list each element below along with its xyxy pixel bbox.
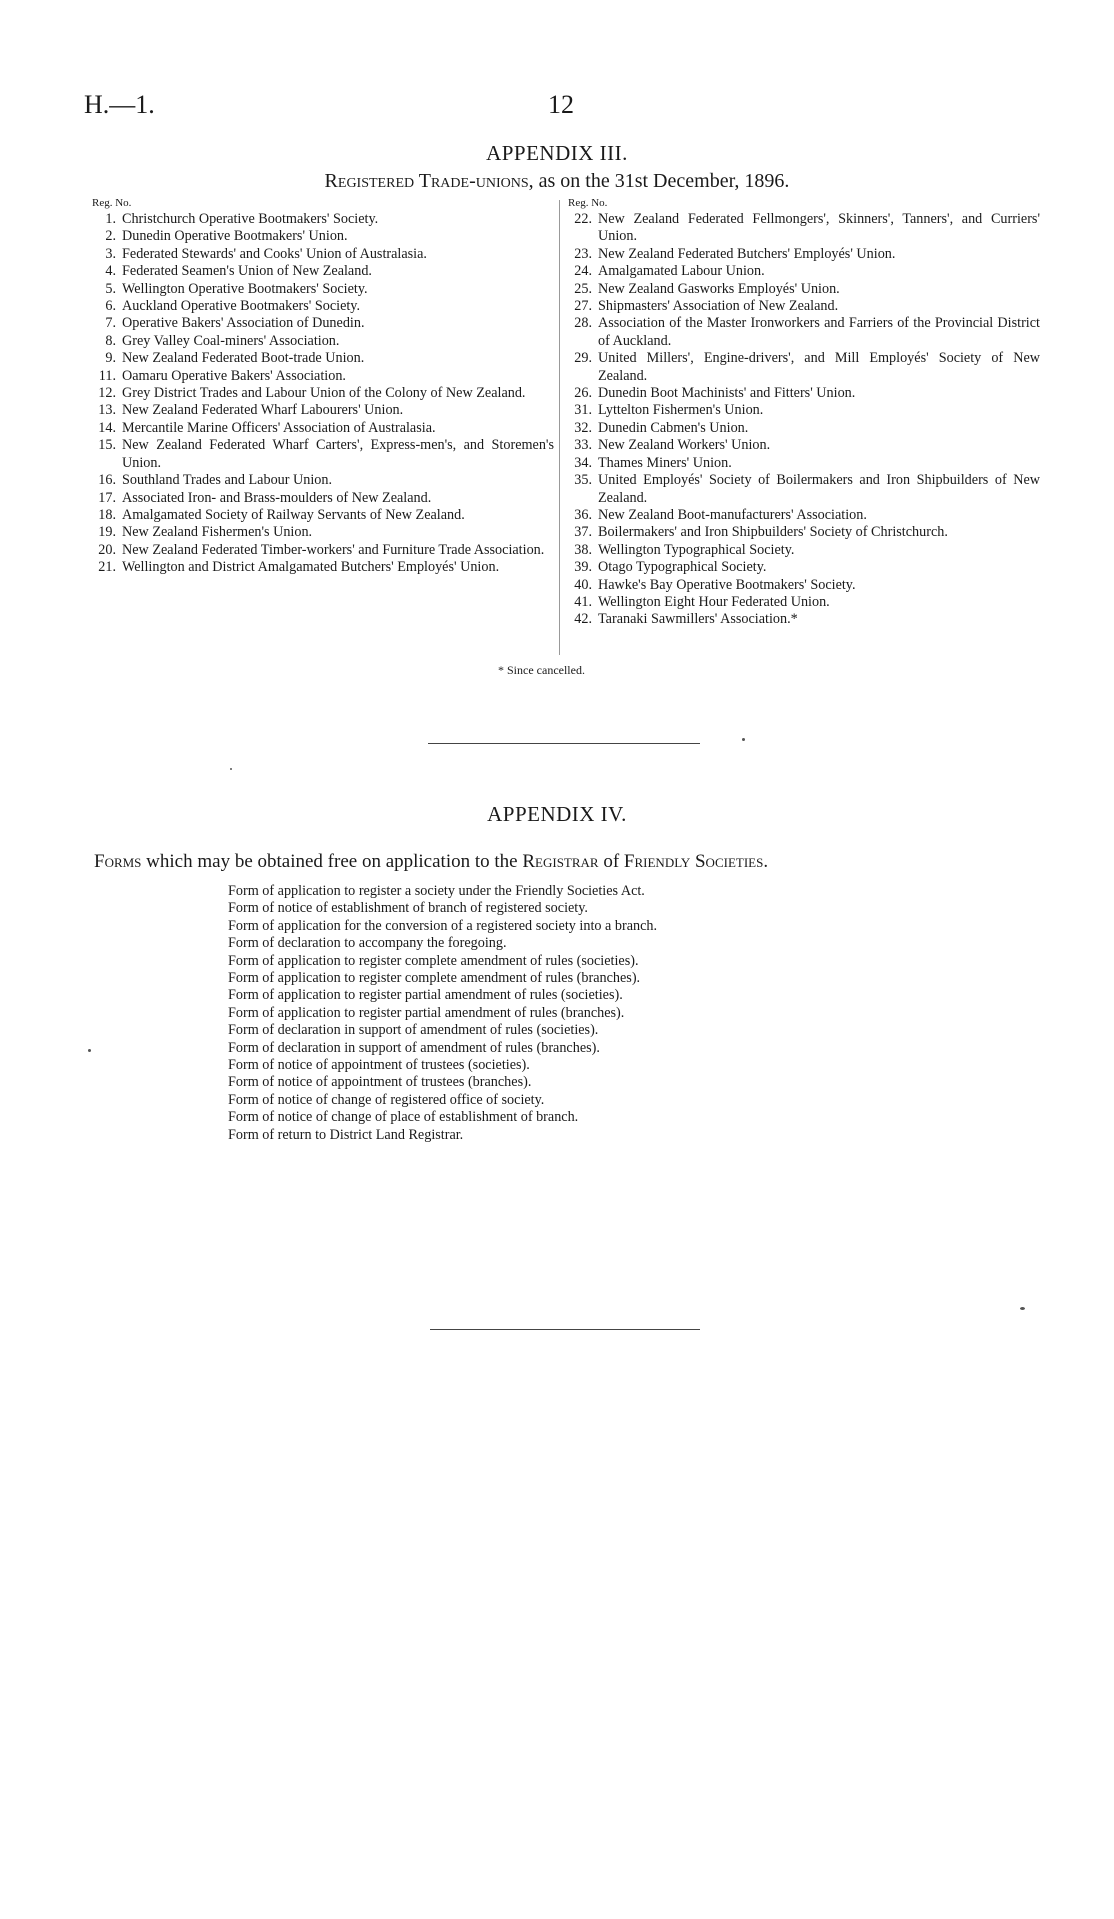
form-item: Form of application to register partial amendment of rules (societies). [228,987,623,1004]
union-entry [568,263,1040,280]
reg-number: 20. [98,541,116,558]
union-entry [92,542,554,559]
union-entry [92,263,554,280]
appendix-iii-title: APPENDIX III. [486,141,628,165]
union-entry [92,211,554,228]
union-name: New Zealand Gasworks Employés' Union. [598,280,840,297]
reg-number: 39. [574,559,592,576]
reg-number: 16. [98,472,116,489]
union-name: Lyttelton Fishermen's Union. [598,402,764,419]
union-name: Mercantile Marine Officers' Association of Australasia. [122,419,436,436]
reg-number: 15. [98,437,116,454]
union-name: Taranaki Sawmillers' Association.* [598,611,798,628]
forms-intro [94,851,1034,873]
reg-number: 1. [105,211,116,227]
reg-number: 2. [105,228,116,245]
union-name: Southland Trades and Labour Union. [122,472,333,489]
reg-number: 25. [574,280,592,297]
union-entry [92,385,554,402]
union-name: New Zealand Fishermen's Union. [122,524,313,541]
union-name: Wellington Operative Bootmakers' Society. [122,280,368,297]
union-entry [92,559,554,576]
union-name: New Zealand Workers' Union. [598,437,771,454]
reg-number: 35. [574,472,592,489]
form-item: Form of notice of appointment of trustees (branches). [228,1074,532,1091]
union-entry [568,281,1040,298]
union-entry [92,524,554,541]
column-divider [559,200,560,655]
union-name: Dunedin Operative Bootmakers' Union. [122,228,348,245]
reg-number: 41. [574,593,592,610]
reg-number: 3. [105,245,116,262]
union-name: Dunedin Boot Machinists' and Fitters' Union. [598,385,856,402]
reg-number: 18. [98,506,116,523]
footnote: * Since cancelled. [498,663,585,677]
reg-number: 22. [574,211,592,227]
reg-number: 37. [574,524,592,541]
union-entry [92,402,554,419]
union-entry [92,298,554,315]
appendix-iii-subtitle [0,170,1114,193]
reg-number: 21. [98,559,116,576]
subtitle-small-caps: Registered Trade-unions, [324,170,534,192]
union-entry [92,315,554,332]
union-entry [92,350,554,367]
union-name: Amalgamated Labour Union. [598,263,765,280]
reg-number: 27. [574,298,592,315]
intro-forms: Forms [94,851,142,872]
union-entry [92,246,554,263]
unions-right-column [568,197,1040,629]
union-name: Thames Miners' Union. [598,454,732,471]
union-entry [568,559,1040,576]
form-item: Form of return to District Land Registrar. [228,1126,464,1143]
reg-no-label: Reg. No. [92,197,132,209]
union-entry [568,385,1040,402]
reg-number: 7. [105,315,116,332]
union-entry [92,420,554,437]
reg-number: 17. [98,489,116,506]
union-entry [568,211,1040,246]
form-item: Form of application to register a society under the Friendly Societies Act. [228,883,645,899]
union-name: New Zealand Federated Fellmongers', Skinners', Tanners', and Curriers' Union. [598,211,1040,245]
union-entry [568,472,1040,507]
union-entry [568,420,1040,437]
reg-number: 38. [574,541,592,558]
reg-number: 31. [574,402,592,419]
union-entry [92,333,554,350]
union-entry [568,507,1040,524]
union-name: Wellington Typographical Society. [598,541,795,558]
union-name: New Zealand Federated Wharf Carters', Express-men's, and Storemen's Union. [122,437,554,471]
header-reference: H.—1. [84,90,155,119]
union-entry [568,315,1040,350]
subtitle-rest: as on the 31st December, 1896. [533,170,790,192]
union-name: United Employés' Society of Boilermakers and Iron Shipbuilders of New Zealand. [598,472,1040,506]
union-entry [568,524,1040,541]
union-entry [568,542,1040,559]
union-name: Boilermakers' and Iron Shipbuilders' Society of Christchurch. [598,524,948,541]
union-entry [568,594,1040,611]
union-name: United Millers', Engine-drivers', and Mill Employés' Society of New Zealand. [598,350,1040,384]
union-name: Association of the Master Ironworkers and Farriers of the Provincial District of Auckland. [598,315,1040,349]
union-entry [568,402,1040,419]
form-item: Form of declaration to accompany the foregoing. [228,935,507,952]
reg-number: 14. [98,419,116,436]
page-number: 12 [548,90,574,119]
union-name: New Zealand Federated Timber-workers' and Furniture Trade Association. [122,541,545,558]
union-entry [568,611,1040,628]
reg-number: 6. [105,298,116,315]
intro-registrar: Registrar [522,851,599,872]
reg-number: 9. [105,350,116,367]
intro-friendly-societies: Friendly Societies. [623,851,769,872]
reg-number: 13. [98,402,116,419]
reg-number: 34. [574,454,592,471]
form-item: Form of notice of appointment of trustees (societies). [228,1057,530,1074]
form-item: Form of application for the conversion of a registered society into a branch. [228,917,658,934]
form-item: Form of notice of establishment of branch of registered society. [228,900,588,917]
union-name: Associated Iron- and Brass-moulders of New Zealand. [122,489,432,506]
union-name: Otago Typographical Society. [598,559,767,576]
union-entry [92,507,554,524]
union-name: Amalgamated Society of Railway Servants of New Zealand. [122,506,465,523]
union-name: Grey District Trades and Labour Union of the Colony of New Zealand. [122,385,526,402]
reg-number: 8. [105,332,116,349]
reg-number: 42. [574,611,592,628]
union-entry [92,368,554,385]
print-speck [88,1049,91,1052]
union-name: Federated Seamen's Union of New Zealand. [122,263,372,280]
form-item: Form of notice of change of registered office of society. [228,1091,545,1108]
union-entry [92,472,554,489]
form-item: Form of declaration in support of amendment of rules (branches). [228,1039,600,1056]
reg-number: 29. [574,350,592,367]
union-name: New Zealand Federated Wharf Labourers' Union. [122,402,404,419]
union-name: Auckland Operative Bootmakers' Society. [122,298,361,315]
reg-number: 33. [574,437,592,454]
reg-number: 23. [574,245,592,262]
form-item: Form of application to register complete amendment of rules (branches). [228,970,641,987]
union-entry [568,298,1040,315]
union-entry [92,437,554,472]
end-rule [430,1329,700,1330]
reg-number: 11. [98,367,116,384]
union-entry [568,350,1040,385]
reg-number: 40. [574,576,592,593]
union-name: Wellington Eight Hour Federated Union. [598,593,830,610]
form-item: Form of declaration in support of amendment of rules (societies). [228,1022,599,1039]
reg-number: 19. [98,524,116,541]
union-entry [568,577,1040,594]
union-name: Shipmasters' Association of New Zealand. [598,298,839,315]
form-item: Form of notice of change of place of establishment of branch. [228,1109,579,1126]
print-speck [230,768,232,770]
reg-number: 12. [98,385,116,402]
reg-number: 32. [574,419,592,436]
reg-number: 28. [574,315,592,332]
union-name: Dunedin Cabmen's Union. [598,419,749,436]
union-name: New Zealand Federated Boot-trade Union. [122,350,365,367]
union-name: Operative Bakers' Association of Dunedin. [122,315,365,332]
appendix-iv-title: APPENDIX IV. [487,802,627,826]
forms-list [228,883,928,1144]
union-name: Wellington and District Amalgamated Butchers' Employés' Union. [122,559,500,576]
union-entry [568,455,1040,472]
union-name: Federated Stewards' and Cooks' Union of Australasia. [122,245,427,262]
union-name: Oamaru Operative Bakers' Association. [122,367,346,384]
reg-number: 4. [105,263,116,280]
unions-left-column [92,197,554,577]
intro-of: of [598,851,624,872]
union-entry [92,490,554,507]
union-entry [92,281,554,298]
union-name: New Zealand Federated Butchers' Employés' Union. [598,245,896,262]
intro-text: which may be obtained free on application to the [141,851,523,872]
union-entry [568,437,1040,454]
form-item: Form of application to register partial amendment of rules (branches). [228,1004,625,1021]
union-name: New Zealand Boot-manufacturers' Association. [598,506,867,523]
print-speck [1020,1307,1025,1310]
reg-number: 26. [574,385,592,402]
print-speck [742,738,745,741]
union-entry [92,228,554,245]
union-name: Hawke's Bay Operative Bootmakers' Society. [598,576,856,593]
union-name: Christchurch Operative Bootmakers' Society. [122,211,379,227]
union-entry [568,246,1040,263]
form-item: Form of application to register complete amendment of rules (societies). [228,952,639,969]
reg-number: 5. [105,280,116,297]
section-rule [428,743,700,744]
reg-number: 36. [574,506,592,523]
union-name: Grey Valley Coal-miners' Association. [122,332,340,349]
reg-number: 24. [574,263,592,280]
reg-no-label: Reg. No. [568,197,608,209]
